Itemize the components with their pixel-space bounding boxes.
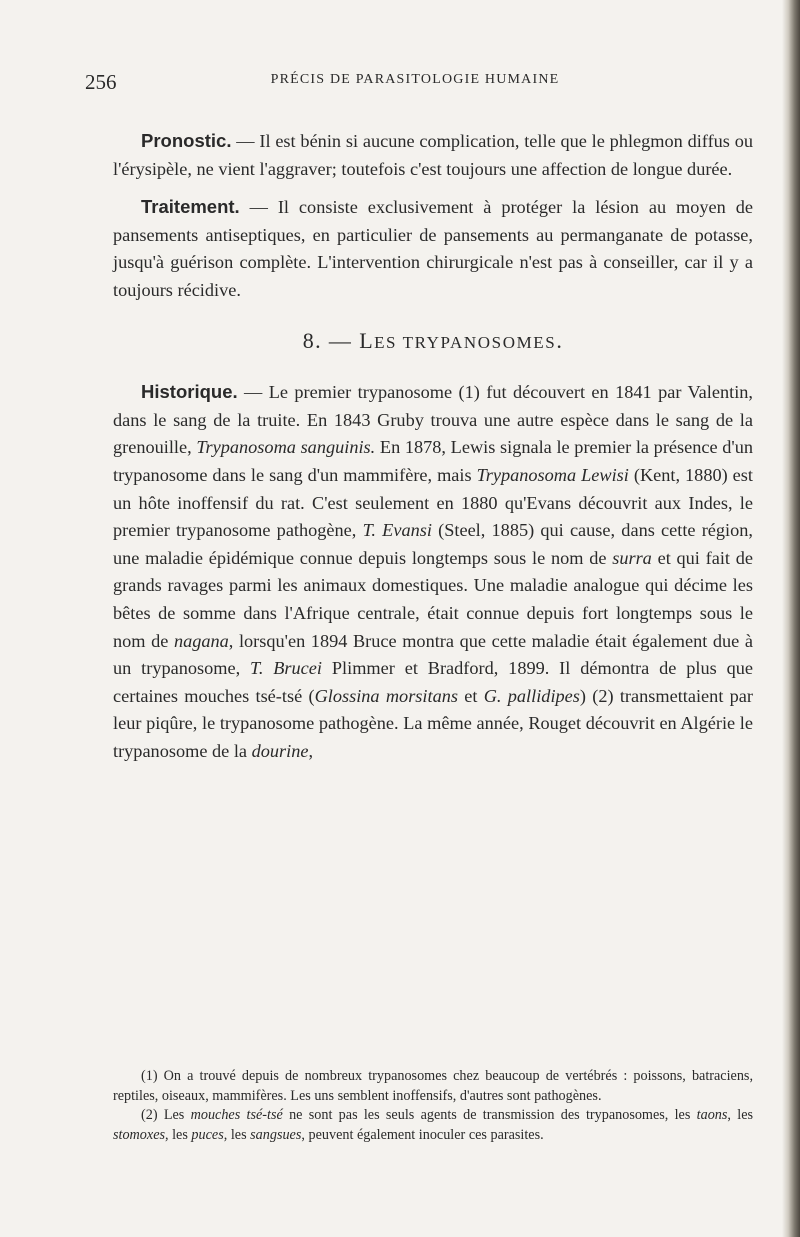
historique-text: — Le premier trypanosome (1) fut découvert en 1841 par Valentin, dans le sang de la truite. En 1843 Gruby trouva une autre espèce dans le sang de la grenouille, <box>113 382 753 458</box>
footnote-text: , les <box>165 1126 192 1143</box>
main-text <box>113 127 753 765</box>
footnote-text: , peuvent également inoculer ces parasites. <box>301 1126 544 1143</box>
historique-text: ) (2) transmettaient par leur piqûre, le trypanosome pathogène. La même année, Rouget découvrit en Algérie le trypanosome de la <box>113 685 754 761</box>
historique-text: Plimmer et Bradford, 1899. Il démontra de plus que certaines mouches tsé-tsé ( <box>113 658 753 706</box>
section-title-end: . <box>556 327 564 353</box>
running-title: PRÉCIS DE PARASITOLOGIE HUMAINE <box>270 72 560 87</box>
text-traitement: — Il consiste exclusivement à protéger la lésion au moyen de pansements antiseptiques, en particulier de pansements au permanganate de potasse, jusqu'à guérison complète. L'intervention chirurgicale n'est pas à conseiller, car il y a toujours récidive. <box>113 197 753 300</box>
historique-text: (Kent, 1880) est un hôte inoffensif du rat. C'est seulement en 1880 qu'Evans découvrit aux Indes, le premier trypanosome pathogène, <box>113 464 753 541</box>
disease-name: surra <box>612 547 652 568</box>
footnote-text: , les <box>727 1107 754 1124</box>
paragraph-traitement <box>113 193 753 304</box>
section-heading <box>113 327 753 357</box>
footnote-term: sangsues <box>250 1126 302 1143</box>
historique-text: et <box>457 685 484 706</box>
footnote-text: , les <box>223 1126 251 1143</box>
lead-historique: Historique. <box>141 381 238 403</box>
footnote-term: mouches tsé-tsé <box>190 1107 283 1124</box>
species-name: Glossina morsitans <box>314 685 458 706</box>
species-name: Trypanosoma sanguinis. <box>196 437 376 458</box>
species-name: T. Evansi <box>362 520 432 541</box>
section-number: 8. — <box>302 327 360 353</box>
historique-text: et qui fait de grands ravages parmi les animaux domestiques. Une maladie analogue qui décime les bêtes de somme dans l'Afrique centrale, était connue depuis fort longtemps sous le nom de <box>113 547 754 651</box>
footnote-text: (2) Les <box>141 1107 191 1124</box>
lead-pronostic: Pronostic. <box>141 130 232 151</box>
species-name: Trypanosoma Lewisi <box>476 464 629 485</box>
footnotes <box>113 1067 753 1145</box>
disease-name: dourine <box>251 740 309 761</box>
footnote-1: (1) On a trouvé depuis de nombreux trypanosomes chez beaucoup de vertébrés : poissons, batraciens, reptiles, oiseaux, mammifères. Les uns semblent inoffensifs, d'autres sont pathogènes. <box>113 1068 753 1104</box>
footnote-term: puces <box>191 1126 224 1143</box>
lead-traitement: Traitement. <box>141 196 240 218</box>
section-title-initial: L <box>359 327 375 353</box>
paragraph-pronostic <box>113 127 753 183</box>
historique-text: En 1878, Lewis signala le premier la présence d'un trypanosome dans le sang d'un mammifère, mais <box>113 437 753 485</box>
historique-text: , <box>308 740 314 761</box>
paragraph-historique <box>113 378 753 765</box>
footnote-term: stomoxes <box>113 1126 166 1143</box>
footnote-term: taons <box>696 1107 728 1124</box>
historique-text: (Steel, 1885) qui cause, dans cette région, une maladie épidémique connue depuis longtemps sous le nom de <box>113 520 753 568</box>
footnote-2 <box>113 1106 753 1145</box>
species-name: G. pallidipes <box>483 685 580 706</box>
species-name: T. Brucei <box>250 658 322 679</box>
footnote-text: ne sont pas les seuls agents de transmission des trypanosomes, les <box>282 1107 697 1124</box>
page-number: 256 <box>85 70 117 94</box>
page-edge-shadow <box>782 0 800 1237</box>
historique-text: , lorsqu'en 1894 Bruce montra que cette maladie était également due à un trypanosome, <box>113 630 753 679</box>
disease-name: nagana <box>173 630 229 651</box>
section-title-rest: ES TRYPANOSOMES <box>374 332 557 352</box>
page-header <box>85 70 745 100</box>
text-pronostic: — Il est bénin si aucune complication, telle que le phlegmon diffus ou l'érysipèle, ne vient l'aggraver; toutefois c'est toujours une affection de longue durée. <box>113 131 753 179</box>
